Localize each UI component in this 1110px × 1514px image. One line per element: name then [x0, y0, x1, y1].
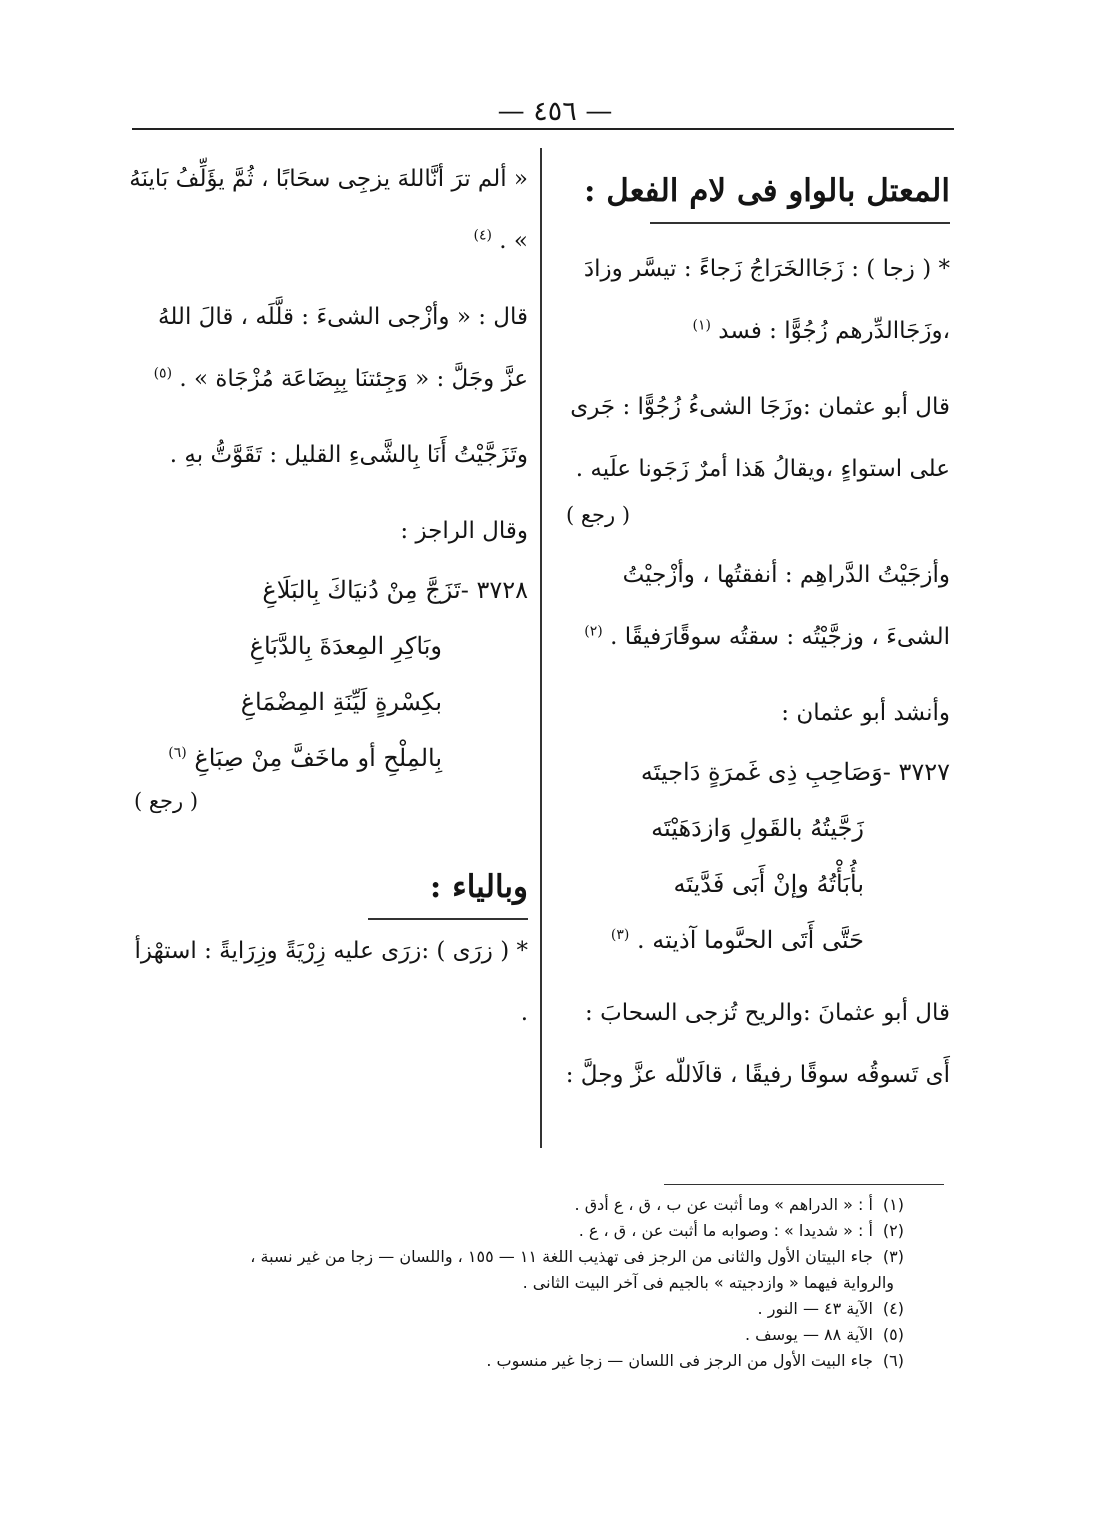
- footnote-number: (٤): [882, 1299, 904, 1318]
- footnotes: [150, 1192, 904, 1374]
- verse-line: ٣٧٢٨ -تَزَجَّ مِنْ دُنيَاكَ بِالبَلَاغِ: [262, 576, 528, 604]
- footnote-ref-4: (٤): [473, 227, 492, 244]
- paragraph-azja-qallala-text: قال : « وأزْجى الشىءَ : قلَّلَه ، قالَ اللهُ عزَّ وجَلَّ : « وَجِئتنَا بِبِضَاعَة مُزْجَاة » .: [157, 304, 528, 392]
- verse-line: بأُبَأْتُهُ وإنْ أَبَى فَدَّيتَه: [673, 870, 864, 898]
- verse-line: [560, 912, 950, 968]
- footnote-3: [150, 1244, 904, 1270]
- verse-line-text: بِالمِلْحِ أو ماخَفَّ مِنْ صِبَاغِ: [194, 744, 442, 772]
- footnote-ref-6: (٦): [168, 745, 187, 761]
- section-heading-ya: وبالياء :: [429, 869, 528, 905]
- footnote-number: (٢): [882, 1221, 904, 1240]
- return-mark: ( رجع ): [566, 503, 631, 527]
- footnote-text: الآية ٤٣ — النور .: [757, 1299, 873, 1318]
- footnote-1: [150, 1192, 904, 1218]
- left-column: [128, 148, 528, 1044]
- footnote-ref-5: (٥): [153, 365, 173, 382]
- entry-zaja: [560, 238, 950, 362]
- footnote-ref-3: (٣): [610, 927, 630, 943]
- footnote-text: جاء البيتان الأول والثانى من الرجز فى تهذيب اللغة ١١ — ١٥٥ ، واللسان — زجا من غير نسبة ،: [250, 1247, 873, 1266]
- footnote-number: (٦): [882, 1351, 904, 1370]
- header-rule: [132, 128, 954, 130]
- footnote-text: أ : « شديدا » : وصوابه ما أثبت عن ، ق ، ع .: [578, 1221, 873, 1240]
- quran-quote-nur: [128, 148, 528, 272]
- footnote-text: والرواية فيهما « وازدجيته » بالجيم فى آخر البيت الثانى .: [522, 1273, 894, 1292]
- entry-zara: * ( زرَى ) :زرَى عليه زِرْيَةً وزِرَايةً : استهْزأ .: [134, 938, 528, 1026]
- footnote-4: [150, 1296, 904, 1322]
- quran-quote-nur-text: « ألم ترَ أنَّاللهَ يزجِى سحَابًا ، ثُمَّ يؤَلِّفُ بَاينَهُ » .: [129, 166, 528, 254]
- footnote-text: الآية ٨٨ — يوسف .: [745, 1325, 873, 1344]
- paragraph-abu-uthman-wind: قال أبو عثمانَ :والريح تُزجى السحابَ : أَى تَسوقُه سوقًا رفيقًا ، قالَاللّه عزَّ وجلَّ :: [565, 1000, 950, 1088]
- right-column: [560, 160, 950, 1106]
- paragraph-azjaytu-text: وأزجَيْتُ الدَّراهِم : أنفقتُها ، وأزْجيْتُ الشىءَ ، وزجَّيْتُه : سقتُه سوقًارَفيقًا .: [610, 562, 950, 650]
- footnote-ref-2: (٢): [584, 623, 603, 640]
- footnote-number: (٣): [882, 1247, 904, 1266]
- footnote-3-continued: [150, 1270, 904, 1296]
- verse-line: وبَاكِرِ المِعدَةَ بِالدَّبَاغِ: [249, 632, 442, 660]
- footnote-text: أ : « الدراهم » وما أثبت عن ب ، ق ، ع أدق .: [574, 1195, 873, 1214]
- page-number: — ٤٥٦ —: [497, 96, 613, 127]
- footnote-text: جاء البيت الأول من الرجز فى اللسان — زجا غير منسوب .: [486, 1351, 873, 1370]
- footnote-5: [150, 1322, 904, 1348]
- verse-line: [128, 730, 528, 786]
- footnote-rule: [664, 1184, 944, 1185]
- footnote-ref-1: (١): [692, 317, 711, 334]
- paragraph-tazajjaytu: وتَزَجَّيْتُ أَنَا بِالشَّىءِ القليل : تَقَوَّتُّ بهِ .: [169, 442, 528, 468]
- verse-intro-abu-uthman: وأنشد أبو عثمان :: [781, 700, 950, 726]
- verse-line: ٣٧٢٧ -وَصَاحِبِ ذِى غَمرَةٍ دَاجيتَه: [640, 758, 950, 786]
- footnote-number: (٥): [882, 1325, 904, 1344]
- verse-intro-rajiz: وقال الراجز :: [400, 518, 528, 544]
- verse-line: بكِسْرةٍ لَيِّنَةِ المِضْمَاغِ: [240, 688, 442, 716]
- footnote-2: [150, 1218, 904, 1244]
- verse-line-text: حَتَّى أَتَى الحىَّوما آذيته .: [636, 926, 864, 954]
- paragraph-azja-qallala: [128, 286, 528, 410]
- footnote-number: (١): [882, 1195, 904, 1214]
- paragraph-azjaytu: [560, 544, 950, 668]
- verse-line: زَجَّيتُهُ بالقَولِ وَازدَهَيْتَه: [651, 814, 864, 842]
- column-divider: [540, 148, 542, 1148]
- footnote-6: [150, 1348, 904, 1374]
- section-heading-waw: المعتل بالواو فى لام الفعل :: [584, 173, 950, 209]
- paragraph-abu-uthman-1: قال أبو عثمان :وزَجَا الشىءُ زُجُوًّا : جَرى على استواءٍ ،ويقالُ هَذا أمرٌ زَجَونا علَيه .: [570, 394, 950, 482]
- entry-zaja-text: * ( زجا ) : زَجَاالخَرَاجُ زَجاءً : تيسَّر وزادَ ،وزَجَاالدِّرهم زُجُوًّا : فسد: [583, 256, 950, 344]
- return-mark: ( رجع ): [134, 789, 199, 813]
